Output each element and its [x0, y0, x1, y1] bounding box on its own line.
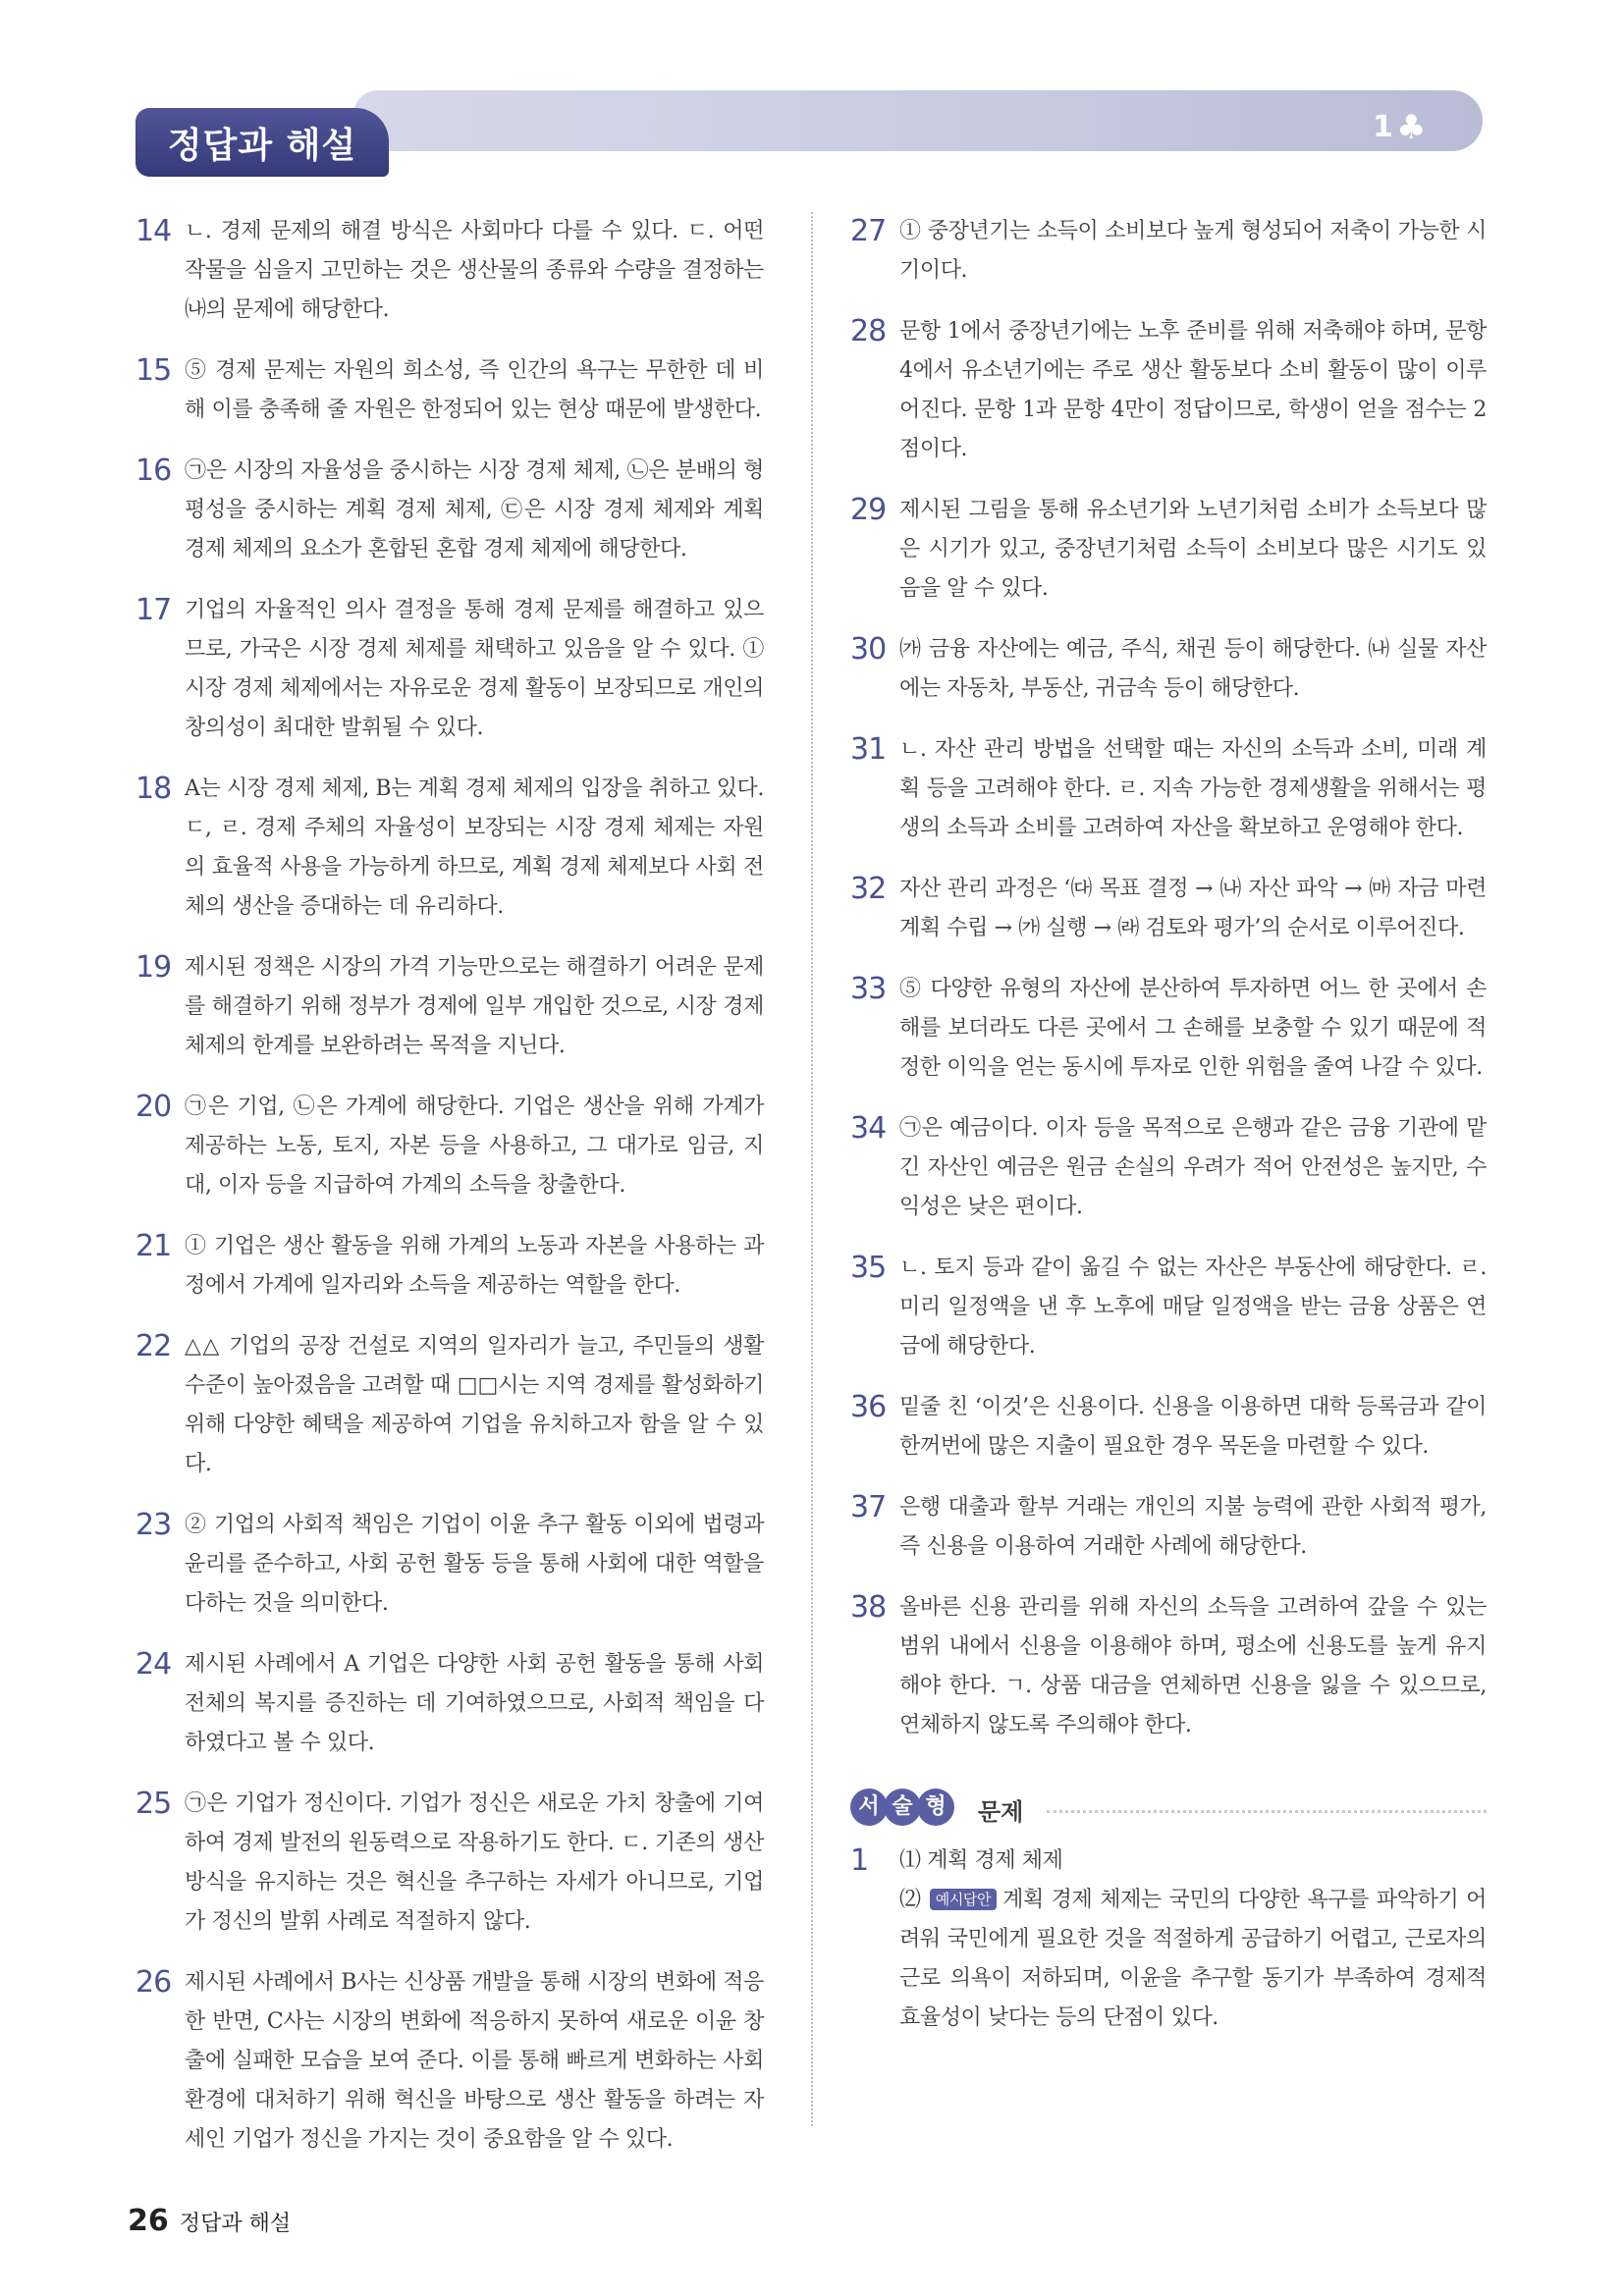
- answer-item: [135, 212, 764, 330]
- answer-text: 제시된 사례에서 A 기업은 다양한 사회 공헌 활동을 통해 사회 전체의 복지를 증진하는 데 기여하였으므로, 사회적 책임을 다하였다고 볼 수 있다.: [185, 1652, 764, 1755]
- answer-number: 26: [135, 1965, 172, 2000]
- answer-text: 제시된 사례에서 B사는 신상품 개발을 통해 시장의 변화에 적응한 반면, C사는 시장의 변화에 적응하지 못하여 새로운 이윤 창출에 실패한 모습을 보여 준다. 이를 통해 빠르게 변화하는 사회 환경에 대처하기 위해 혁신을 바탕으로 생산 활동을 하려는 자세인 기업가 정신을 가지는 것이 중요함을 알 수 있다.: [185, 1970, 764, 2152]
- answer-number: 33: [850, 972, 887, 1006]
- answer-text: 기업의 자율적인 의사 결정을 통해 경제 문제를 해결하고 있으므로, 가국은 시장 경제 체제를 채택하고 있음을 알 수 있다. ① 시장 경제 체제에서는 자유로운 경제 활동이 보장되므로 개인의 창의성이 최대한 발휘될 수 있다.: [185, 598, 764, 740]
- answer-text: ㈎ 금융 자산에는 예금, 주식, 채권 등이 해당한다. ㈏ 실물 자산에는 자동차, 부동산, 귀금속 등이 해당한다.: [899, 637, 1487, 701]
- answer-number: 24: [135, 1647, 172, 1682]
- answer-item: [135, 351, 764, 430]
- answer-item: [135, 452, 764, 569]
- essay-item-number: 1: [850, 1843, 869, 1878]
- header-decoration: [1373, 108, 1432, 147]
- answer-item: [850, 1588, 1487, 1745]
- left-column: [135, 212, 764, 2181]
- answer-text: ⑤ 경제 문제는 자원의 희소성, 즉 인간의 욕구는 무한한 데 비해 이를 충족해 줄 자원은 한정되어 있는 현상 때문에 발생한다.: [185, 358, 764, 422]
- answer-number: 30: [850, 632, 887, 667]
- answer-number: 18: [135, 772, 172, 806]
- answer-number: 29: [850, 493, 887, 527]
- answer-item: [135, 1506, 764, 1624]
- sample-answer-badge: 예시답안: [930, 1889, 997, 1910]
- essay-part-2-prefix: ⑵: [899, 1888, 922, 1912]
- answer-item: [850, 630, 1487, 709]
- answer-number: 38: [850, 1590, 887, 1625]
- essay-section-header: [850, 1789, 1487, 1832]
- column-divider: [811, 212, 813, 2126]
- answer-item: [850, 1109, 1487, 1227]
- answer-text: ㄴ. 토지 등과 같이 옮길 수 없는 자산은 부동산에 해당한다. ㄹ. 미리 일정액을 낸 후 노후에 매달 일정액을 받는 금융 상품은 연금에 해당한다.: [899, 1255, 1487, 1359]
- answer-item: [850, 970, 1487, 1088]
- answer-number: 25: [135, 1787, 172, 1821]
- answer-item: [135, 591, 764, 748]
- answer-text: ㉠은 시장의 자율성을 중시하는 시장 경제 체제, ㉡은 분배의 형평성을 중시하는 계획 경제 체제, ㉢은 시장 경제 체제와 계획 경제 체제의 요소가 혼합된 혼합 경제 체제에 해당한다.: [185, 458, 764, 561]
- answer-item: [850, 212, 1487, 291]
- answer-item: [135, 770, 764, 927]
- answer-number: 14: [135, 214, 172, 248]
- answer-text: ⑤ 다양한 유형의 자산에 분산하여 투자하면 어느 한 곳에서 손해를 보더라도 다른 곳에서 그 손해를 보충할 수 있기 때문에 적정한 이익을 얻는 동시에 투자로 인한 위험을 줄여 나갈 수 있다.: [899, 977, 1487, 1080]
- essay-heading: 문제: [978, 1798, 1024, 1826]
- essay-part-2-text: 계획 경제 체제는 국민의 다양한 욕구를 파악하기 어려워 국민에게 필요한 것을 적절하게 공급하기 어렵고, 근로자의 근로 의욕이 저하되며, 이윤을 추구할 동기가 부족하여 경제적 효율성이 낮다는 등의 단점이 있다.: [899, 1888, 1488, 2030]
- answer-number: 31: [850, 732, 887, 767]
- essay-pill: 술: [884, 1789, 921, 1826]
- answer-text: 문항 1에서 중장년기에는 노후 준비를 위해 저축해야 하며, 문항 4에서 유소년기에는 주로 생산 활동보다 소비 활동이 많이 이루어진다. 문항 1과 문항 4만이 정답이므로, 학생이 얻을 점수는 2점이다.: [899, 319, 1487, 461]
- essay-item: [850, 1842, 1487, 2038]
- essay-pill-group: [850, 1789, 950, 1826]
- answer-text: 밑줄 친 ‘이것’은 신용이다. 신용을 이용하면 대학 등록금과 같이 한꺼번에 많은 지출이 필요한 경우 목돈을 마련할 수 있다.: [899, 1395, 1487, 1459]
- answer-text: ㄴ. 경제 문제의 해결 방식은 사회마다 다를 수 있다. ㄷ. 어떤 작물을 심을지 고민하는 것은 생산물의 종류와 수량을 결정하는 ㈏의 문제에 해당한다.: [185, 219, 764, 322]
- answer-text: 올바른 신용 관리를 위해 자신의 소득을 고려하여 갚을 수 있는 범위 내에서 신용을 이용해야 하며, 평소에 신용도를 높게 유지해야 한다. ㄱ. 상품 대금을 연체하면 신용을 잃을 수 있으므로, 연체하지 않도록 주의해야 한다.: [899, 1595, 1487, 1737]
- essay-part-1: ⑴ 계획 경제 체제: [899, 1848, 1063, 1873]
- header-deco-digit: 1: [1373, 110, 1393, 144]
- answer-number: 28: [850, 314, 887, 348]
- answer-number: 22: [135, 1329, 172, 1363]
- answer-item: [850, 312, 1487, 469]
- answer-number: 32: [850, 872, 887, 906]
- answer-number: 17: [135, 593, 172, 627]
- page-title: 정답과 해설: [167, 126, 357, 166]
- answer-item: [850, 1388, 1487, 1467]
- answer-item: [135, 1088, 764, 1205]
- answer-number: 19: [135, 950, 172, 985]
- essay-dotted-rule: [1047, 1810, 1487, 1813]
- essay-pill: 형: [917, 1789, 954, 1826]
- answer-item: [135, 1785, 764, 1942]
- answer-number: 23: [135, 1508, 172, 1542]
- answer-number: 20: [135, 1090, 172, 1124]
- answer-number: 27: [850, 214, 887, 248]
- page-number: 26: [128, 2204, 169, 2238]
- answer-number: 36: [850, 1390, 887, 1424]
- answer-text: △△ 기업의 공장 건설로 지역의 일자리가 늘고, 주민들의 생활 수준이 높아졌음을 고려할 때 □□시는 지역 경제를 활성화하기 위해 다양한 혜택을 제공하여 기업을 유치하고자 함을 알 수 있다.: [185, 1334, 764, 1476]
- right-answer-list: [850, 212, 1487, 1745]
- answer-number: 35: [850, 1251, 887, 1285]
- page-footer: [128, 2204, 291, 2238]
- header-band: [353, 90, 1483, 151]
- answer-text: ② 기업의 사회적 책임은 기업이 이윤 추구 활동 이외에 법령과 윤리를 준수하고, 사회 공헌 활동 등을 통해 사회에 대한 역할을 다하는 것을 의미한다.: [185, 1513, 764, 1616]
- answer-number: 34: [850, 1111, 887, 1146]
- answer-text: 제시된 정책은 시장의 가격 기능만으로는 해결하기 어려운 문제를 해결하기 위해 정부가 경제에 일부 개입한 것으로, 시장 경제 체제의 한계를 보완하려는 목적을 지닌다.: [185, 955, 764, 1058]
- answer-text: 자산 관리 과정은 ‘㈐ 목표 결정 → ㈏ 자산 파악 → ㈒ 자금 마련 계획 수립 → ㈎ 실행 → ㈑ 검토와 평가’의 순서로 이루어진다.: [899, 877, 1487, 940]
- answer-text: A는 시장 경제 체제, B는 계획 경제 체제의 입장을 취하고 있다. ㄷ, ㄹ. 경제 주체의 자율성이 보장되는 시장 경제 체제는 자원의 효율적 사용을 가능하게 하므로, 계획 경제 체제보다 사회 전체의 생산을 증대하는 데 유리하다.: [185, 776, 764, 919]
- answer-text: 은행 대출과 할부 거래는 개인의 지불 능력에 관한 사회적 평가, 즉 신용을 이용하여 거래한 사례에 해당한다.: [899, 1495, 1487, 1559]
- answer-text: ㄴ. 자산 관리 방법을 선택할 때는 자신의 소득과 소비, 미래 계획 등을 고려해야 한다. ㄹ. 지속 가능한 경제생활을 위해서는 평생의 소득과 소비를 고려하여 자산을 확보하고 운영해야 한다.: [899, 737, 1487, 840]
- answer-item: [850, 1488, 1487, 1567]
- answer-text: ㉠은 기업, ㉡은 가계에 해당한다. 기업은 생산을 위해 가계가 제공하는 노동, 토지, 자본 등을 사용하고, 그 대가로 임금, 지대, 이자 등을 지급하여 가계의 소득을 창출한다.: [185, 1095, 764, 1198]
- header-tab: [135, 108, 389, 177]
- essay-pill: 서: [850, 1789, 888, 1826]
- answer-number: 15: [135, 353, 172, 388]
- answer-item: [850, 870, 1487, 948]
- answer-number: 37: [850, 1490, 887, 1524]
- essay-part-2: [899, 1881, 1487, 2038]
- answer-text: ① 기업은 생산 활동을 위해 가계의 노동과 자본을 사용하는 과정에서 가계에 일자리와 소득을 제공하는 역할을 한다.: [185, 1234, 764, 1298]
- answer-item: [850, 730, 1487, 848]
- answer-item: [850, 491, 1487, 609]
- answer-item: [135, 1645, 764, 1763]
- answer-text: ① 중장년기는 소득이 소비보다 높게 형성되어 저축이 가능한 시기이다.: [899, 219, 1487, 283]
- right-column: [850, 212, 1487, 2059]
- answer-text: 제시된 그림을 통해 유소년기와 노년기처럼 소비가 소득보다 많은 시기가 있고, 중장년기처럼 소득이 소비보다 많은 시기도 있음을 알 수 있다.: [899, 498, 1487, 601]
- answer-item: [135, 1327, 764, 1484]
- answer-item: [135, 948, 764, 1066]
- club-icon: ♣: [1396, 108, 1427, 147]
- answer-item: [135, 1227, 764, 1306]
- answer-item: [850, 1249, 1487, 1366]
- answer-number: 16: [135, 454, 172, 488]
- answer-item: [135, 1963, 764, 2160]
- answer-text: ㉠은 기업가 정신이다. 기업가 정신은 새로운 가치 창출에 기여하여 경제 발전의 원동력으로 작용하기도 한다. ㄷ. 기존의 생산 방식을 유지하는 것은 혁신을 추구하는 자세가 아니므로, 기업가 정신의 발휘 사례로 적절하지 않다.: [185, 1791, 764, 1934]
- footer-label: 정답과 해설: [179, 2212, 292, 2236]
- answer-text: ㉠은 예금이다. 이자 등을 목적으로 은행과 같은 금융 기관에 맡긴 자산인 예금은 원금 손실의 우려가 적어 안전성은 높지만, 수익성은 낮은 편이다.: [899, 1116, 1487, 1219]
- answer-number: 21: [135, 1229, 172, 1263]
